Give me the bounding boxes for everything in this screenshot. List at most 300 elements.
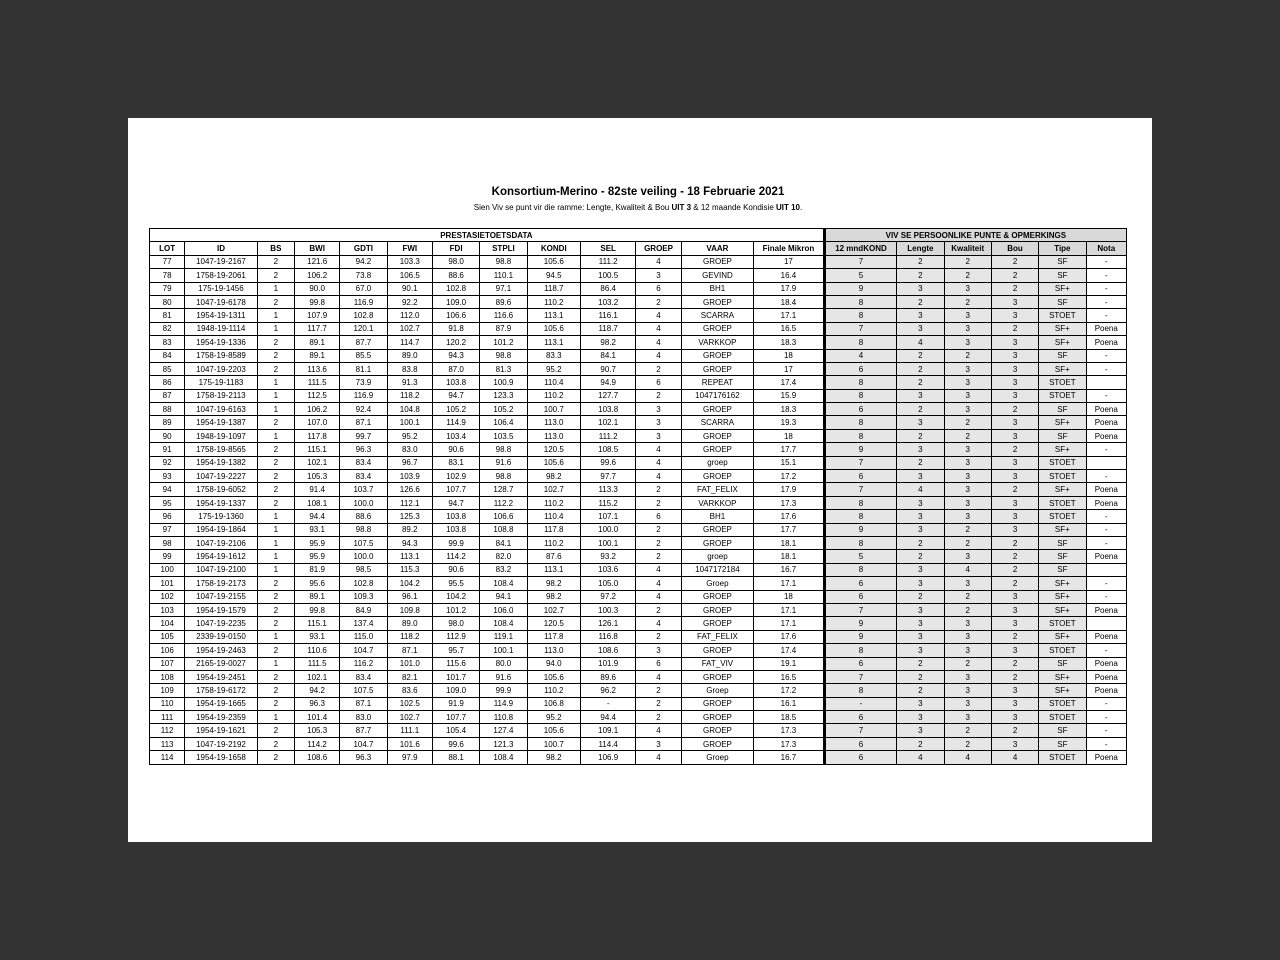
table-cell: 102.8 <box>432 282 479 295</box>
table-cell: 6 <box>636 657 681 670</box>
table-cell: 4 <box>636 456 681 469</box>
table-cell: 113.6 <box>294 362 339 375</box>
table-cell: SF <box>1039 563 1086 576</box>
table-cell: 2 <box>897 670 944 683</box>
subtitle-bold-2: UIT 10 <box>776 203 801 212</box>
table-cell: STOET <box>1039 309 1086 322</box>
table-cell: 1047-19-2167 <box>185 255 258 268</box>
table-row <box>150 711 1127 724</box>
table-cell: 3 <box>991 376 1038 389</box>
table-cell: 96.1 <box>387 590 432 603</box>
column-header: Bou <box>991 242 1038 255</box>
table-cell: - <box>580 697 635 710</box>
table-cell: 6 <box>824 577 897 590</box>
table-cell: 103.3 <box>387 255 432 268</box>
table-cell: Groep <box>681 577 754 590</box>
table-cell: GROEP <box>681 255 754 268</box>
table-cell: 105.6 <box>527 322 580 335</box>
table-cell: 95.9 <box>294 536 339 549</box>
table-cell: - <box>1086 523 1126 536</box>
table-cell: 8 <box>824 376 897 389</box>
table-cell: 2 <box>257 295 294 308</box>
table-cell: 101.0 <box>387 657 432 670</box>
table-cell: 113.1 <box>527 336 580 349</box>
table-cell: 113.0 <box>527 429 580 442</box>
table-row <box>150 269 1127 282</box>
table-cell: 95.2 <box>387 429 432 442</box>
table-cell: 3 <box>944 697 991 710</box>
table-cell: 6 <box>824 737 897 750</box>
table-cell: 2 <box>897 590 944 603</box>
column-header: KONDI <box>527 242 580 255</box>
table-cell: 113.1 <box>387 550 432 563</box>
table-cell: 1758-19-2061 <box>185 269 258 282</box>
table-cell: 1948-19-1114 <box>185 322 258 335</box>
table-cell: - <box>1086 737 1126 750</box>
table-cell: 8 <box>824 416 897 429</box>
table-cell: 95.9 <box>294 550 339 563</box>
table-cell: 107.1 <box>580 510 635 523</box>
table-cell: 1047-19-2227 <box>185 470 258 483</box>
table-cell: 108.5 <box>580 443 635 456</box>
table-cell: 16.5 <box>754 322 825 335</box>
table-cell: 87 <box>150 389 185 402</box>
table-cell: SF <box>1039 295 1086 308</box>
table-row <box>150 322 1127 335</box>
table-cell: 3 <box>991 603 1038 616</box>
group-header-prestasietoetsdata: PRESTASIETOETSDATA <box>150 229 825 242</box>
table-cell: 89.0 <box>387 349 432 362</box>
table-cell: 112 <box>150 724 185 737</box>
table-cell: 109.0 <box>432 295 479 308</box>
table-cell: 3 <box>897 443 944 456</box>
table-cell: 92 <box>150 456 185 469</box>
table-cell: 1 <box>257 510 294 523</box>
table-cell: 2 <box>257 269 294 282</box>
table-cell: 3 <box>897 697 944 710</box>
table-cell: 17.1 <box>754 309 825 322</box>
table-cell: 110.2 <box>527 536 580 549</box>
table-cell: 1 <box>257 309 294 322</box>
table-cell: 2 <box>944 657 991 670</box>
table-cell: 100.1 <box>580 536 635 549</box>
table-cell: GROEP <box>681 295 754 308</box>
table-cell: 101.6 <box>387 737 432 750</box>
table-cell: 1 <box>257 322 294 335</box>
table-cell: 2 <box>257 255 294 268</box>
table-cell: 106.4 <box>480 416 527 429</box>
table-cell: 115.6 <box>432 657 479 670</box>
table-cell: GROEP <box>681 362 754 375</box>
table-cell: 1954-19-1579 <box>185 603 258 616</box>
table-cell: 87.7 <box>340 336 387 349</box>
table-cell: 109.1 <box>580 724 635 737</box>
table-cell: 117.8 <box>527 523 580 536</box>
table-cell: 4 <box>636 349 681 362</box>
table-cell: 91.8 <box>432 322 479 335</box>
table-cell: 2 <box>257 577 294 590</box>
table-cell: SF+ <box>1039 590 1086 603</box>
table-cell: 99.6 <box>432 737 479 750</box>
table-cell: 112.0 <box>387 309 432 322</box>
table-cell: 2 <box>991 670 1038 683</box>
table-cell: 1047-19-6163 <box>185 403 258 416</box>
table-cell: 101.7 <box>432 670 479 683</box>
table-row <box>150 536 1127 549</box>
subtitle-text-1: Sien Viv se punt vir die ramme: Lengte, Kwaliteit & Bou <box>473 203 672 212</box>
table-row <box>150 644 1127 657</box>
table-cell: 3 <box>944 617 991 630</box>
table-cell: 116.2 <box>340 657 387 670</box>
table-cell: 120.5 <box>527 617 580 630</box>
table-cell: 2 <box>944 349 991 362</box>
table-cell: 1047-19-2192 <box>185 737 258 750</box>
table-cell <box>1086 376 1126 389</box>
table-cell: 105.6 <box>527 670 580 683</box>
table-cell: Poena <box>1086 550 1126 563</box>
table-cell: SCARRA <box>681 309 754 322</box>
table-cell: 89 <box>150 416 185 429</box>
table-cell: 9 <box>824 617 897 630</box>
table-cell: 96.2 <box>580 684 635 697</box>
table-cell: 2 <box>944 590 991 603</box>
table-cell: GROEP <box>681 523 754 536</box>
table-cell: 175-19-1360 <box>185 510 258 523</box>
table-cell: 2 <box>944 269 991 282</box>
table-cell: 97.9 <box>387 751 432 764</box>
table-cell: 1758-19-6172 <box>185 684 258 697</box>
table-cell: 1954-19-1665 <box>185 697 258 710</box>
table-cell: 18.3 <box>754 403 825 416</box>
table-cell: SF <box>1039 349 1086 362</box>
table-cell: 102.8 <box>340 577 387 590</box>
table-cell: 3 <box>991 644 1038 657</box>
table-cell: 8 <box>824 309 897 322</box>
table-cell: 87.9 <box>480 322 527 335</box>
table-cell: 1954-19-2451 <box>185 670 258 683</box>
table-cell: 96.3 <box>294 697 339 710</box>
table-cell: 103.8 <box>432 510 479 523</box>
table-cell: 81 <box>150 309 185 322</box>
table-cell: 3 <box>944 322 991 335</box>
table-cell: 110.2 <box>527 295 580 308</box>
table-cell: 100.7 <box>527 403 580 416</box>
table-cell: 83.3 <box>527 349 580 362</box>
table-cell: 17.7 <box>754 443 825 456</box>
table-cell: 118.7 <box>580 322 635 335</box>
table-cell: 80.0 <box>480 657 527 670</box>
table-cell: 94.9 <box>580 376 635 389</box>
table-row <box>150 403 1127 416</box>
table-cell: 102.5 <box>387 697 432 710</box>
table-row <box>150 617 1127 630</box>
table-cell: 127.4 <box>480 724 527 737</box>
table-cell: 87.1 <box>340 697 387 710</box>
table-cell: 17.3 <box>754 737 825 750</box>
table-cell: 3 <box>991 711 1038 724</box>
table-cell: SF <box>1039 269 1086 282</box>
table-cell: 87.0 <box>432 362 479 375</box>
table-cell: 3 <box>944 510 991 523</box>
table-row <box>150 362 1127 375</box>
table-cell: 2339-19-0150 <box>185 630 258 643</box>
table-cell: Groep <box>681 751 754 764</box>
table-cell: 17.3 <box>754 496 825 509</box>
table-cell: Poena <box>1086 670 1126 683</box>
table-cell: Poena <box>1086 657 1126 670</box>
table-cell: 102.9 <box>432 470 479 483</box>
table-cell: 84.1 <box>580 349 635 362</box>
table-cell: 114.4 <box>580 737 635 750</box>
table-cell: 175-19-1456 <box>185 282 258 295</box>
table-cell: 4 <box>824 349 897 362</box>
table-row <box>150 737 1127 750</box>
table-cell: - <box>1086 309 1126 322</box>
table-cell: 110.6 <box>294 644 339 657</box>
table-cell: 98.2 <box>527 470 580 483</box>
table-cell: 105.0 <box>580 577 635 590</box>
table-cell: 110.2 <box>527 684 580 697</box>
table-cell: 91.4 <box>294 483 339 496</box>
table-cell: 83.6 <box>387 684 432 697</box>
table-cell: 89.6 <box>480 295 527 308</box>
table-row <box>150 429 1127 442</box>
table-cell: 104.2 <box>432 590 479 603</box>
table-cell: 3 <box>897 563 944 576</box>
table-cell: - <box>1086 349 1126 362</box>
table-cell: 83 <box>150 336 185 349</box>
table-cell: 2 <box>257 416 294 429</box>
table-cell: 98.2 <box>580 336 635 349</box>
table-row <box>150 282 1127 295</box>
table-cell: 2 <box>257 697 294 710</box>
table-cell: 8 <box>824 336 897 349</box>
table-cell: 101.9 <box>580 657 635 670</box>
table-cell: 101.2 <box>480 336 527 349</box>
table-cell: 94.3 <box>432 349 479 362</box>
table-cell: 102.7 <box>387 322 432 335</box>
table-cell: 97.7 <box>580 470 635 483</box>
table-cell: BH1 <box>681 510 754 523</box>
document-page <box>128 118 1152 842</box>
table-cell: 4 <box>636 617 681 630</box>
table-cell: STOET <box>1039 751 1086 764</box>
table-cell: 2 <box>257 751 294 764</box>
table-cell: 94.2 <box>340 255 387 268</box>
table-cell: 96.7 <box>387 456 432 469</box>
table-cell: 3 <box>944 376 991 389</box>
table-row <box>150 295 1127 308</box>
table-cell: BH1 <box>681 282 754 295</box>
table-cell: STOET <box>1039 617 1086 630</box>
table-cell: 2 <box>897 657 944 670</box>
table-cell: 3 <box>991 362 1038 375</box>
table-cell: 108.4 <box>480 751 527 764</box>
table-cell: 1047-19-6178 <box>185 295 258 308</box>
table-cell: 81.1 <box>340 362 387 375</box>
table-cell: 110.4 <box>527 510 580 523</box>
table-cell: 85 <box>150 362 185 375</box>
table-cell: 2 <box>257 362 294 375</box>
table-cell: 102 <box>150 590 185 603</box>
table-cell: 9 <box>824 630 897 643</box>
table-cell: 1954-19-1387 <box>185 416 258 429</box>
table-cell: 2 <box>991 724 1038 737</box>
table-cell: 110.8 <box>480 711 527 724</box>
table-cell: - <box>1086 590 1126 603</box>
table-row <box>150 496 1127 509</box>
table-cell: 2 <box>897 269 944 282</box>
table-cell: 102.7 <box>527 483 580 496</box>
table-cell: 120.5 <box>527 443 580 456</box>
column-header: Finale Mikron <box>754 242 825 255</box>
table-cell: 3 <box>944 443 991 456</box>
table-cell: STOET <box>1039 456 1086 469</box>
group-header-viv-punte: VIV SE PERSOONLIKE PUNTE & OPMERKINGS <box>824 229 1126 242</box>
column-header: LOT <box>150 242 185 255</box>
table-cell: 2 <box>897 737 944 750</box>
table-cell: - <box>1086 711 1126 724</box>
table-cell: 3 <box>897 617 944 630</box>
table-cell: SF+ <box>1039 523 1086 536</box>
table-cell: 90.6 <box>432 443 479 456</box>
table-cell: SF+ <box>1039 322 1086 335</box>
table-cell: 2 <box>636 603 681 616</box>
table-cell: FAT_VIV <box>681 657 754 670</box>
table-cell: 2 <box>257 724 294 737</box>
table-cell: 4 <box>636 577 681 590</box>
table-cell: SF+ <box>1039 603 1086 616</box>
table-cell: 2 <box>897 349 944 362</box>
table-cell: 111.5 <box>294 657 339 670</box>
table-cell: 98.8 <box>480 470 527 483</box>
table-cell: 83.8 <box>387 362 432 375</box>
table-cell: 107.5 <box>340 684 387 697</box>
table-cell: 4 <box>636 443 681 456</box>
table-cell: 98.2 <box>527 751 580 764</box>
table-cell: 101.4 <box>294 711 339 724</box>
table-cell: 4 <box>636 590 681 603</box>
table-cell: 89.6 <box>580 670 635 683</box>
table-cell: - <box>1086 510 1126 523</box>
table-cell: 3 <box>991 349 1038 362</box>
table-cell: SF+ <box>1039 282 1086 295</box>
table-cell: 17.4 <box>754 644 825 657</box>
table-cell: 117.8 <box>527 630 580 643</box>
table-cell: 1 <box>257 523 294 536</box>
table-cell: 121.6 <box>294 255 339 268</box>
table-cell: 105.2 <box>480 403 527 416</box>
table-cell: 80 <box>150 295 185 308</box>
table-cell: 137.4 <box>340 617 387 630</box>
table-cell: 119.1 <box>480 630 527 643</box>
table-cell: Poena <box>1086 603 1126 616</box>
table-cell: 116.8 <box>580 630 635 643</box>
table-cell: 2 <box>636 630 681 643</box>
table-cell: 1047-19-2203 <box>185 362 258 375</box>
table-cell: 83.0 <box>340 711 387 724</box>
table-cell: 2 <box>991 577 1038 590</box>
table-cell: GROEP <box>681 349 754 362</box>
table-cell: 99.6 <box>580 456 635 469</box>
table-cell: 8 <box>824 295 897 308</box>
table-cell: GROEP <box>681 724 754 737</box>
table-cell: 17.9 <box>754 483 825 496</box>
table-cell: 4 <box>636 670 681 683</box>
table-cell: 1 <box>257 429 294 442</box>
table-cell: 87.1 <box>387 644 432 657</box>
table-cell: 98 <box>150 536 185 549</box>
table-cell: 2 <box>257 456 294 469</box>
table-cell: 92.4 <box>340 403 387 416</box>
table-cell: 98.0 <box>432 255 479 268</box>
table-cell: Poena <box>1086 429 1126 442</box>
column-header: 12 mndKOND <box>824 242 897 255</box>
table-cell: 105.6 <box>527 456 580 469</box>
table-cell: 111.2 <box>580 255 635 268</box>
table-cell: 88.6 <box>340 510 387 523</box>
table-cell: 94.2 <box>294 684 339 697</box>
table-cell: 118.7 <box>527 282 580 295</box>
table-cell: 1954-19-1382 <box>185 456 258 469</box>
table-cell: 3 <box>897 322 944 335</box>
table-cell: 3 <box>944 644 991 657</box>
table-cell: 100.0 <box>580 523 635 536</box>
table-cell: 16.5 <box>754 670 825 683</box>
column-header: SEL <box>580 242 635 255</box>
table-cell: 17.1 <box>754 577 825 590</box>
table-cell: 2 <box>636 697 681 710</box>
table-cell: Poena <box>1086 416 1126 429</box>
table-cell: 3 <box>897 416 944 429</box>
table-row <box>150 443 1127 456</box>
table-cell: 113 <box>150 737 185 750</box>
table-cell: 8 <box>824 429 897 442</box>
table-row <box>150 577 1127 590</box>
table-cell: 2 <box>944 295 991 308</box>
table-cell: 114.9 <box>480 697 527 710</box>
table-cell: 18.4 <box>754 295 825 308</box>
table-cell: GROEP <box>681 670 754 683</box>
table-cell: 109.8 <box>387 603 432 616</box>
table-cell: 117.7 <box>294 322 339 335</box>
table-cell: SF <box>1039 255 1086 268</box>
table-row <box>150 309 1127 322</box>
table-cell: 81.3 <box>480 362 527 375</box>
table-cell: 90.6 <box>432 563 479 576</box>
table-cell: Groep <box>681 684 754 697</box>
table-cell: 107.9 <box>294 309 339 322</box>
table-cell: 2 <box>897 550 944 563</box>
table-cell: 112.1 <box>387 496 432 509</box>
table-cell: 94.4 <box>580 711 635 724</box>
table-cell: 1758-19-6052 <box>185 483 258 496</box>
table-cell: 95.2 <box>527 362 580 375</box>
table-cell: 2 <box>257 470 294 483</box>
table-cell: 100.1 <box>387 416 432 429</box>
table-cell: 1 <box>257 563 294 576</box>
table-cell: 98.8 <box>480 255 527 268</box>
table-cell: - <box>1086 536 1126 549</box>
table-cell: 104.8 <box>387 403 432 416</box>
table-cell: SF <box>1039 536 1086 549</box>
table-cell: GROEP <box>681 403 754 416</box>
table-cell: 17.6 <box>754 630 825 643</box>
table-cell: 94.7 <box>432 496 479 509</box>
table-cell: 108.4 <box>480 617 527 630</box>
table-cell: 93 <box>150 470 185 483</box>
table-cell: 3 <box>897 389 944 402</box>
